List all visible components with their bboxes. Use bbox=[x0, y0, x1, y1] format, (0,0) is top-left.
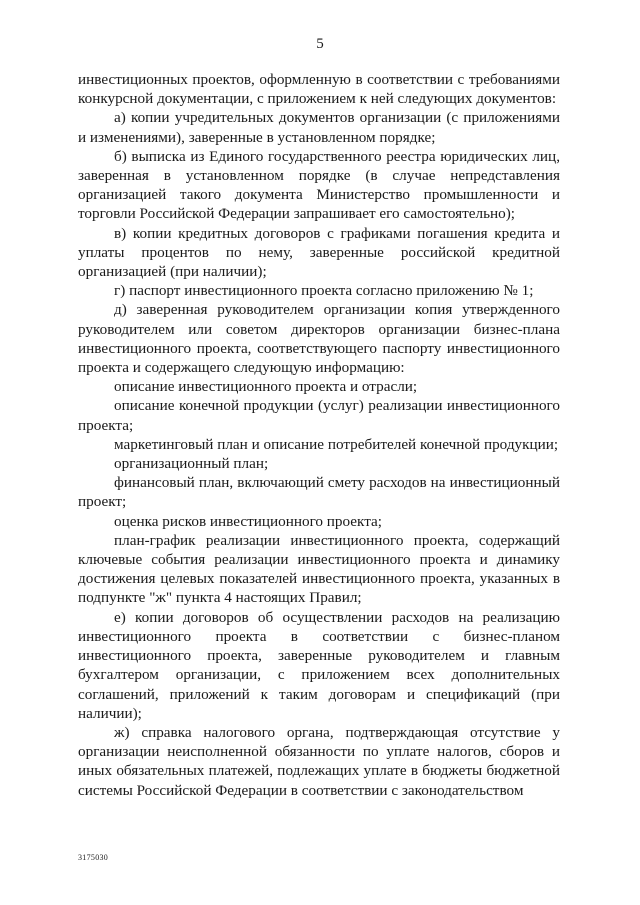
paragraph-item-a: а) копии учредительных документов организации (с приложениями и изменениями), заверенные в установленном порядке; bbox=[78, 109, 560, 146]
document-body bbox=[78, 70, 560, 800]
document-code: 3175030 bbox=[78, 853, 109, 862]
paragraph: инвестиционных проектов, оформленную в соответствии с требованиями конкурсной документации, с приложением к ней следующих документов: bbox=[78, 71, 560, 108]
page-number: 5 bbox=[316, 36, 324, 52]
paragraph: оценка рисков инвестиционного проекта; bbox=[114, 512, 383, 530]
paragraph: маркетинговый план и описание потребителей конечной продукции; bbox=[114, 435, 559, 453]
paragraph-item-b: б) выписка из Единого государственного реестра юридических лиц, заверенная в установленном порядке (в случае непредставления организацией такого документа Министерство промышленности и торговли Российской Федерации запрашивает его самостоятельно); bbox=[78, 147, 560, 223]
paragraph: организационный план; bbox=[114, 455, 269, 473]
paragraph: описание инвестиционного проекта и отрасли; bbox=[114, 378, 418, 396]
paragraph: финансовый план, включающий смету расходов на инвестиционный проект; bbox=[78, 474, 560, 511]
paragraph-item-g: г) паспорт инвестиционного проекта согласно приложению № 1; bbox=[114, 282, 534, 300]
paragraph-item-d: д) заверенная руководителем организации копия утвержденного руководителем или советом директоров организации бизнес-плана инвестиционного проекта, соответствующего паспорту инвестиционного проекта и содержащего следующую информацию: bbox=[78, 301, 560, 377]
paragraph-item-e: е) копии договоров об осуществлении расходов на реализацию инвестиционного проекта в соответствии с бизнес-планом инвестиционного проекта, заверенные руководителем и главным бухгалтером организации, с приложением всех дополнительных соглашений, приложений к таким договорам и спецификаций (при наличии); bbox=[78, 608, 560, 722]
paragraph: описание конечной продукции (услуг) реализации инвестиционного проекта; bbox=[78, 397, 560, 434]
paragraph-item-zh: ж) справка налогового органа, подтверждающая отсутствие у организации неисполненной обязанности по уплате налогов, сборов и иных обязательных платежей, подлежащих уплате в бюджеты бюджетной системы Российской Федерации в соответствии с законодательством bbox=[78, 723, 560, 799]
paragraph-item-v: в) копии кредитных договоров с графиками погашения кредита и уплаты процентов по нему, заверенные российской кредитной организацией (при наличии); bbox=[78, 224, 560, 281]
paragraph: план-график реализации инвестиционного проекта, содержащий ключевые события реализации инвестиционного проекта и динамику достижения целевых показателей инвестиционного проекта, указанных в подпункте "ж" пункта 4 настоящих Правил; bbox=[78, 531, 560, 607]
